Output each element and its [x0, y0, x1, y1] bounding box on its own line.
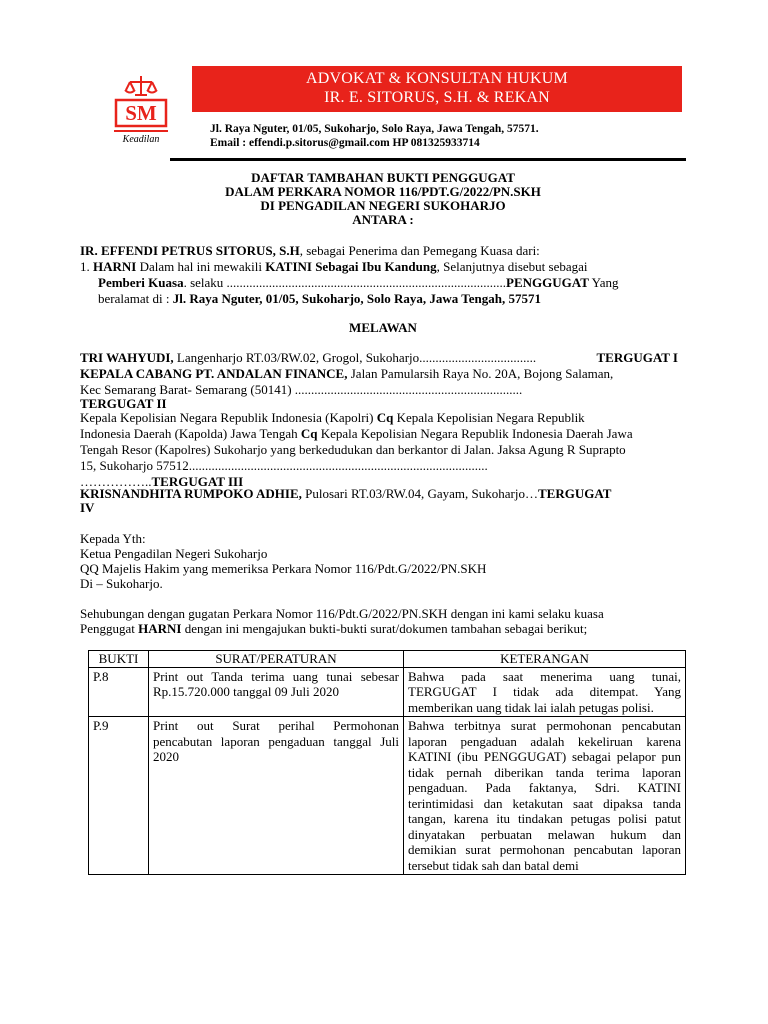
kuasa-line: [80, 243, 686, 258]
tergugat3-text1b: Kepala Kepolisian Negara Republik: [393, 410, 585, 425]
penggugat-line2: [98, 275, 686, 290]
tergugat3-dots: ……………..: [80, 474, 152, 489]
penggugat-name: HARNI: [93, 259, 137, 274]
cell-bukti: P.8: [89, 667, 149, 717]
firm-title-line1: ADVOKAT & KONSULTAN HUKUM: [306, 70, 568, 87]
penggugat-line1: [80, 259, 686, 274]
tergugat1-line: [80, 350, 686, 365]
tergugat3-line4: 15, Sukoharjo 57512............................................................................................: [80, 458, 488, 473]
tergugat4-address: Pulosari RT.03/RW.04, Gayam, Sukoharjo…: [301, 486, 538, 501]
cell-keterangan: Bahwa terbitnya surat permohonan pencabutan laporan pengaduan adalah kekeliruan karena KATINI (ibu PENGGUGAT) sebagai pelapor pun tidak pernah diberikan tanda terima laporan pengaduan. Pada faktanya, Sdri. KATINI terintimidasi dan ketakutan saat dipaksa tanda tangan, karena itu tindakan petugas polisi patut dinyatakan perbuatan melawan hukum dan demikian surat permohonan pencabutan laporan tersebut tidak sah dan batal demi: [404, 717, 686, 875]
kepada-line3: QQ Majelis Hakim yang memeriksa Perkara Nomor 116/Pdt.G/2022/PN.SKH: [80, 561, 487, 576]
penggugat-role: PENGGUGAT: [506, 275, 589, 290]
heading-line1: DAFTAR TAMBAHAN BUKTI PENGGUGAT: [251, 170, 515, 185]
firm-title-line2: IR. E. SITORUS, S.H. & REKAN: [324, 89, 550, 106]
firm-banner: [192, 66, 682, 112]
tergugat3-cq1: Cq: [376, 410, 394, 425]
kepada-line4: Di – Sukoharjo.: [80, 576, 163, 591]
header-keterangan: KETERANGAN: [404, 651, 686, 668]
pemberi-kuasa: Pemberi Kuasa: [98, 275, 184, 290]
kuasa-rest: , sebagai Penerima dan Pemegang Kuasa dari:: [299, 243, 540, 258]
tergugat3-role: TERGUGAT III: [151, 474, 244, 489]
firm-logo: [110, 74, 172, 152]
tergugat1-address: Langenharjo RT.03/RW.02, Grogol, Sukoharjo....................................: [173, 350, 537, 365]
cell-keterangan: Bahwa pada saat menerima uang tunai, TERGUGAT I tidak ada ditempat. Yang memberikan uang tidak lai ialah petugas polisi.: [404, 667, 686, 717]
tergugat3-cq2: Cq: [300, 426, 318, 441]
tergugat3-line2: [80, 426, 686, 441]
sehubungan-harni: HARNI: [138, 621, 182, 636]
tergugat4-role-suffix: IV: [80, 500, 95, 515]
tergugat2-name: KEPALA CABANG PT. ANDALAN FINANCE,: [80, 366, 348, 381]
penggugat-katini: KATINI Sebagai Ibu Kandung: [265, 259, 437, 274]
firm-address: Jl. Raya Nguter, 01/05, Sukoharjo, Solo Raya, Jawa Tengah, 57571.: [210, 123, 539, 135]
logo-subtext: Keadilan: [122, 134, 160, 145]
table-header-row: [89, 651, 686, 668]
sehubungan-text2b: dengan ini mengajukan bukti-bukti surat/dokumen tambahan sebagai berikut;: [181, 621, 588, 636]
cell-surat: Print out Surat perihal Permohonan pencabutan laporan pengaduan tanggal Juli 2020: [149, 717, 404, 875]
logo-initials: SM: [125, 101, 157, 125]
tergugat3-text1a: Kepala Kepolisian Negara Republik Indonesia (Kapolri): [80, 410, 377, 425]
tergugat1-name: TRI WAHYUDI,: [80, 350, 174, 365]
letterhead-rule: [170, 158, 686, 161]
tergugat4-name: KRISNANDHITA RUMPOKO ADHIE,: [80, 486, 302, 501]
penggugat-line3: [98, 291, 686, 306]
sehubungan-text2a: Penggugat: [80, 621, 139, 636]
header-surat: SURAT/PERATURAN: [149, 651, 404, 668]
tergugat3-line1: [80, 410, 686, 425]
penggugat-dots: . selaku ......................................................................................: [183, 275, 507, 290]
tergugat2-line1: [80, 366, 686, 381]
tergugat1-role: TERGUGAT I: [596, 350, 678, 365]
cell-bukti: P.9: [89, 717, 149, 875]
bukti-table: [88, 650, 686, 875]
tergugat2-line2: Kec Semarang Barat- Semarang (50141) ......................................................................: [80, 382, 523, 397]
heading-line3: DI PENGADILAN NEGERI SUKOHARJO: [260, 198, 506, 213]
penggugat-text4: Yang: [588, 275, 619, 290]
header-bukti: BUKTI: [89, 651, 149, 668]
tergugat3-text2b: Kepala Kepolisian Negara Republik Indonesia Daerah Jawa: [317, 426, 633, 441]
tergugat2-address: Jalan Pamularsih Raya No. 20A, Bojong Salaman,: [347, 366, 614, 381]
penggugat-number: 1.: [80, 259, 90, 274]
tergugat3-text2a: Indonesia Daerah (Kapolda) Jawa Tengah: [80, 426, 301, 441]
table-row: [89, 667, 686, 717]
kepada-line2: Ketua Pengadilan Negeri Sukoharjo: [80, 546, 268, 561]
tergugat2-role: TERGUGAT II: [80, 396, 167, 411]
heading-line2: DALAM PERKARA NOMOR 116/PDT.G/2022/PN.SKH: [225, 184, 541, 199]
table-row: [89, 717, 686, 875]
sehubungan-line2: [80, 621, 686, 636]
penggugat-address: Jl. Raya Nguter, 01/05, Sukoharjo, Solo Raya, Jawa Tengah, 57571: [172, 291, 541, 306]
heading-line4: ANTARA :: [352, 212, 414, 227]
tergugat4-role: TERGUGAT: [537, 486, 612, 501]
kepada-line1: Kepada Yth:: [80, 531, 146, 546]
sehubungan-line1: Sehubungan dengan gugatan Perkara Nomor 116/Pdt.G/2022/PN.SKH dengan ini kami selaku kuasa: [80, 606, 604, 621]
tergugat3-line3: Tengah Resor (Kapolres) Sukoharjo yang berkedudukan dan berkantor di Jalan. Jaksa Agung R Suprapto: [80, 442, 626, 457]
kuasa-name: IR. EFFENDI PETRUS SITORUS, S.H: [80, 243, 300, 258]
firm-contact: Email : effendi.p.sitorus@gmail.com HP 081325933714: [210, 137, 480, 149]
penggugat-text2: , Selanjutnya disebut sebagai: [436, 259, 588, 274]
melawan-heading: MELAWAN: [349, 320, 417, 335]
penggugat-text1: Dalam hal ini mewakili: [136, 259, 266, 274]
cell-surat: Print out Tanda terima uang tunai sebesar Rp.15.720.000 tanggal 09 Juli 2020: [149, 667, 404, 717]
penggugat-text5: beralamat di :: [98, 291, 173, 306]
tergugat4-line1: [80, 486, 686, 501]
